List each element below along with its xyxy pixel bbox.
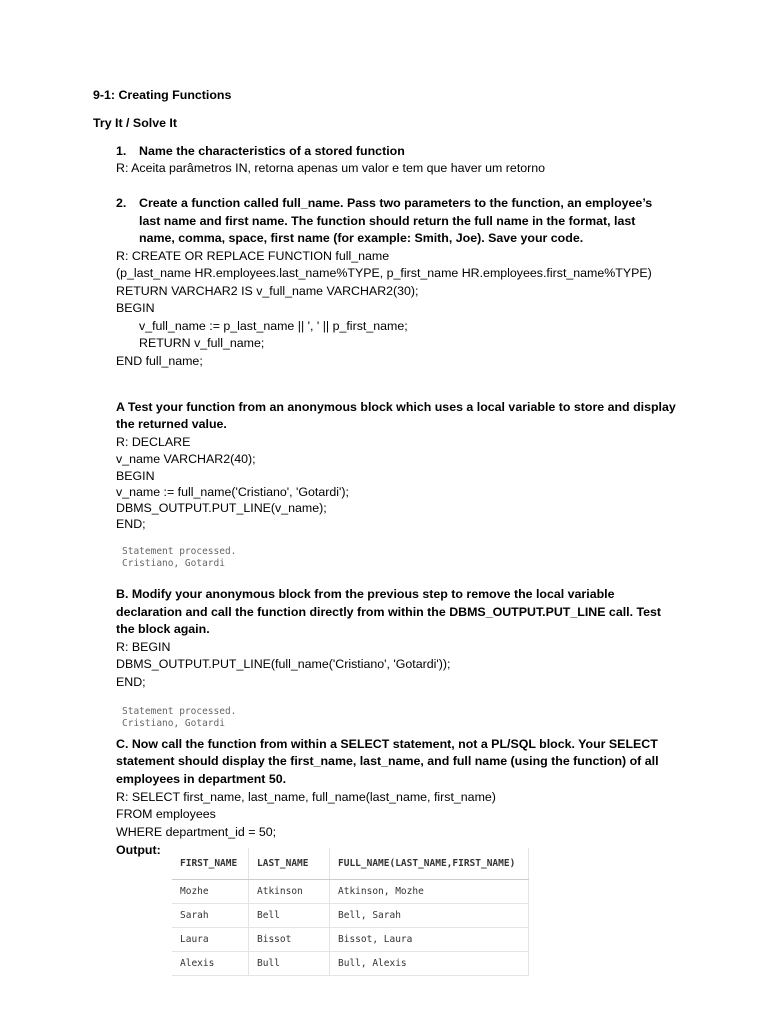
q2-code-line: END full_name;	[116, 354, 203, 368]
table-row	[172, 904, 529, 928]
q2-number: 2.	[116, 196, 127, 210]
qb-question-line: declaration and call the function directly from within the DBMS_OUTPUT.PUT_LINE call. Test	[116, 605, 662, 619]
column-header: FULL_NAME(LAST_NAME,FIRST_NAME)	[330, 848, 529, 880]
table-cell: Bissot, Laura	[330, 928, 529, 952]
qb-code-line: END;	[116, 675, 146, 689]
q2-code-line: BEGIN	[116, 301, 155, 315]
table-cell: Alexis	[172, 952, 249, 976]
qa-code-line: BEGIN	[116, 469, 155, 483]
table-cell: Laura	[172, 928, 249, 952]
q2-question-line: name, comma, space, first name (for example: Smith, Joe). Save your code.	[139, 231, 584, 245]
table-cell: Bell	[249, 904, 330, 928]
qa-code-line: v_name VARCHAR2(40);	[116, 452, 256, 466]
table-cell: Mozhe	[172, 880, 249, 904]
qc-question-line: statement should display the first_name, last_name, and full name (using the function) of all	[116, 754, 659, 768]
qa-code-line: v_name := full_name('Cristiano', 'Gotardi');	[116, 485, 349, 499]
q2-code-line: RETURN v_full_name;	[139, 336, 265, 350]
q1-question: Name the characteristics of a stored function	[139, 144, 405, 158]
qc-question-line: C. Now call the function from within a SELECT statement, not a PL/SQL block. Your SELECT	[116, 737, 658, 751]
page-title: 9-1: Creating Functions	[93, 88, 232, 102]
qc-code-line: FROM employees	[116, 807, 216, 821]
output-table-viewport	[170, 848, 532, 969]
table-cell: Bell, Sarah	[330, 904, 529, 928]
table-row	[172, 880, 529, 904]
qb-question-line: the block again.	[116, 622, 210, 636]
column-header: FIRST_NAME	[172, 848, 249, 880]
q2-question-line: Create a function called full_name. Pass two parameters to the function, an employee’s	[139, 196, 653, 210]
qb-code-line: DBMS_OUTPUT.PUT_LINE(full_name('Cristiano', 'Gotardi'));	[116, 657, 451, 671]
qa-question-line: the returned value.	[116, 417, 227, 431]
table-cell: Bissot	[249, 928, 330, 952]
qa-question-line: A Test your function from an anonymous block which uses a local variable to store and display	[116, 400, 676, 414]
table-cell: Bull, Alexis	[330, 952, 529, 976]
table-row	[172, 952, 529, 976]
column-header: LAST_NAME	[249, 848, 330, 880]
q2-question-line: last name and first name. The function should return the full name in the format, last	[139, 214, 636, 228]
table-cell: Atkinson	[249, 880, 330, 904]
qb-code-line: R: BEGIN	[116, 640, 171, 654]
q2-code-line: (p_last_name HR.employees.last_name%TYPE, p_first_name HR.employees.first_name%TYPE)	[116, 266, 652, 280]
table-cell: Bull	[249, 952, 330, 976]
qa-code-line: END;	[116, 517, 146, 531]
q2-code-line: v_full_name := p_last_name || ', ' || p_first_name;	[139, 319, 408, 333]
table-cell: Sarah	[172, 904, 249, 928]
qa-code-line: DBMS_OUTPUT.PUT_LINE(v_name);	[116, 501, 327, 515]
q1-number: 1.	[116, 144, 127, 158]
q2-code-line: R: CREATE OR REPLACE FUNCTION full_name	[116, 249, 390, 263]
qb-output-line: Cristiano, Gotardi	[122, 718, 225, 729]
qa-output-line: Statement processed.	[122, 546, 237, 557]
qc-code-line: WHERE department_id = 50;	[116, 825, 277, 839]
qa-code-line: R: DECLARE	[116, 435, 191, 449]
q1-answer: R: Aceita parâmetros IN, retorna apenas um valor e tem que haver um retorno	[116, 161, 546, 175]
qc-code-line: R: SELECT first_name, last_name, full_name(last_name, first_name)	[116, 790, 496, 804]
table-header-row	[172, 848, 529, 880]
qc-question-line: employees in department 50.	[116, 772, 287, 786]
table-row	[172, 928, 529, 952]
table-cell: Atkinson, Mozhe	[330, 880, 529, 904]
page-subtitle: Try It / Solve It	[93, 116, 178, 130]
qb-question-line: B. Modify your anonymous block from the previous step to remove the local variable	[116, 587, 615, 601]
q2-code-line: RETURN VARCHAR2 IS v_full_name VARCHAR2(30);	[116, 284, 419, 298]
qb-output-line: Statement processed.	[122, 706, 237, 717]
output-table	[172, 848, 529, 976]
qa-output-line: Cristiano, Gotardi	[122, 558, 225, 569]
qc-output-label: Output:	[116, 843, 161, 857]
